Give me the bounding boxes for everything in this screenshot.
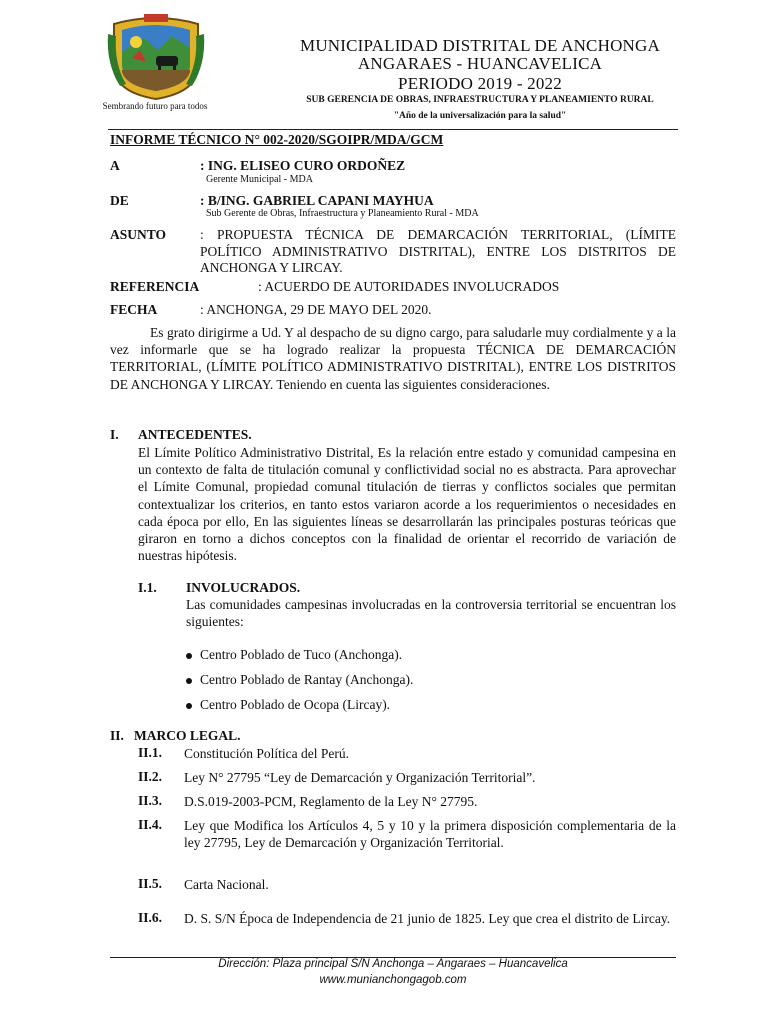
bullet-icon (186, 653, 192, 659)
subsection-1-1-number: I.1. (138, 580, 157, 595)
bullet-icon (186, 703, 192, 709)
office-name: SUB GERENCIA DE OBRAS, INFRAESTRUCTURA Y PLANEAMIENTO RURAL (306, 95, 654, 105)
subject-label: ASUNTO (110, 227, 167, 242)
to-value: : ING. ELISEO CURO ORDOÑEZ (200, 158, 406, 173)
footer-website[interactable]: www.munianchongagob.com (319, 974, 467, 986)
section-1-text: El Límite Político Administrativo Distrital, Es la relación entre estado y comunidad campesina en un contexto de falta de titulación comunal y conflictividad social no es abstracta. Para aprovechar el Límite Comunal, propiedad comunal titulación de tierras y conflictos sociales que permitan contextualizar los criterios, en tanto estos variaron acorde a los requerimientos o necesidades en cada época por ello, En las siguientes líneas se desarrollarán las principales posturas teóricas que giraron en torno a dichos conceptos con la finalidad de orientar el recorrido de variación de nuestras hipótesis. (138, 445, 676, 564)
list-item-text: Centro Poblado de Rantay (Anchonga). (200, 672, 414, 687)
intro-paragraph: Es grato dirigirme a Ud. Y al despacho de su digno cargo, para saludarle muy cordialmente y a la vez informarle que se ha logrado realizar la propuesta TÉCNICA DE DEMARCACIÓN TERRITORIAL, (LÍMITE POLÍTICO ADMINISTRATIVO DISTRITAL), ENTRE LOS DISTRITOS DE ANCHONGA Y LIRCAY. Teniendo en cuenta las siguientes consideraciones. (110, 325, 676, 392)
municipality-name: MUNICIPALIDAD DISTRITAL DE ANCHONGA (300, 36, 660, 55)
header-divider (108, 129, 678, 130)
logo-motto: Sembrando futuro para todos (102, 101, 208, 111)
list-item (186, 672, 413, 688)
municipal-coat-of-arms-logo (106, 14, 206, 100)
subsection-1-1-text: Las comunidades campesinas involucradas en la controversia territorial se encuentran los siguientes: (186, 597, 676, 630)
province-name: ANGARAES - HUANCAVELICA (357, 54, 603, 73)
government-period: PERIODO 2019 - 2022 (398, 74, 562, 93)
section-2-number: II. (110, 728, 124, 743)
list-item-text: Centro Poblado de Ocopa (Lircay). (200, 697, 391, 712)
bullet-icon (186, 678, 192, 684)
legal-item-number: II.2. (138, 769, 163, 784)
legal-item-text: D. S. S/N Época de Independencia de 21 junio de 1825. Ley que crea el distrito de Lircay. (184, 911, 671, 926)
section-2-title: MARCO LEGAL. (134, 728, 241, 743)
list-item-text: Centro Poblado de Tuco (Anchonga). (200, 647, 403, 662)
legal-item-number: II.4. (138, 817, 163, 832)
legal-item-number: II.6. (138, 910, 163, 925)
report-title: INFORME TÉCNICO N° 002-2020/SGOIPR/MDA/GCM (110, 132, 444, 147)
list-item (186, 697, 390, 713)
reference-value: : ACUERDO DE AUTORIDADES INVOLUCRADOS (258, 279, 560, 294)
legal-item-text: Constitución Política del Perú. (184, 746, 349, 761)
legal-item-text: Ley que Modifica los Artículos 4, 5 y 10 y la primera disposición complementaria de la ley 27795, Ley de Demarcación y Organización Territorial. (184, 818, 676, 851)
from-label: DE (110, 193, 129, 208)
from-role: Sub Gerente de Obras, Infraestructura y Planeamiento Rural - MDA (206, 208, 479, 219)
from-value: : B/ING. GABRIEL CAPANI MAYHUA (200, 193, 434, 208)
date-label: FECHA (110, 302, 158, 317)
date-value: : ANCHONGA, 29 DE MAYO DEL 2020. (200, 302, 432, 317)
legal-item-number: II.3. (138, 793, 163, 808)
subject-value: : PROPUESTA TÉCNICA DE DEMARCACIÓN TERRITORIAL, (LÍMITE POLÍTICO ADMINISTRATIVO DISTRITAL), ENTRE LOS DISTRITOS DE ANCHONGA Y LIRCAY. (200, 227, 676, 275)
legal-item-text: D.S.019-2003-PCM, Reglamento de la Ley N° 27795. (184, 794, 478, 809)
legal-item-number: II.1. (138, 745, 163, 760)
legal-item-text: Carta Nacional. (184, 877, 269, 892)
to-role: Gerente Municipal - MDA (206, 174, 313, 185)
reference-label: REFERENCIA (110, 279, 200, 294)
list-item (186, 647, 402, 663)
section-1-number: I. (110, 427, 119, 442)
to-label: A (110, 158, 120, 173)
section-1-title: ANTECEDENTES. (138, 427, 252, 442)
year-motto: "Año de la universalización para la salud" (393, 111, 567, 121)
footer-address: Dirección: Plaza principal S/N Anchonga – Angaraes – Huancavelica (218, 958, 568, 970)
legal-item-text: Ley N° 27795 “Ley de Demarcación y Organización Territorial”. (184, 770, 536, 785)
legal-item-number: II.5. (138, 876, 163, 891)
subsection-1-1-title: INVOLUCRADOS. (186, 580, 301, 595)
